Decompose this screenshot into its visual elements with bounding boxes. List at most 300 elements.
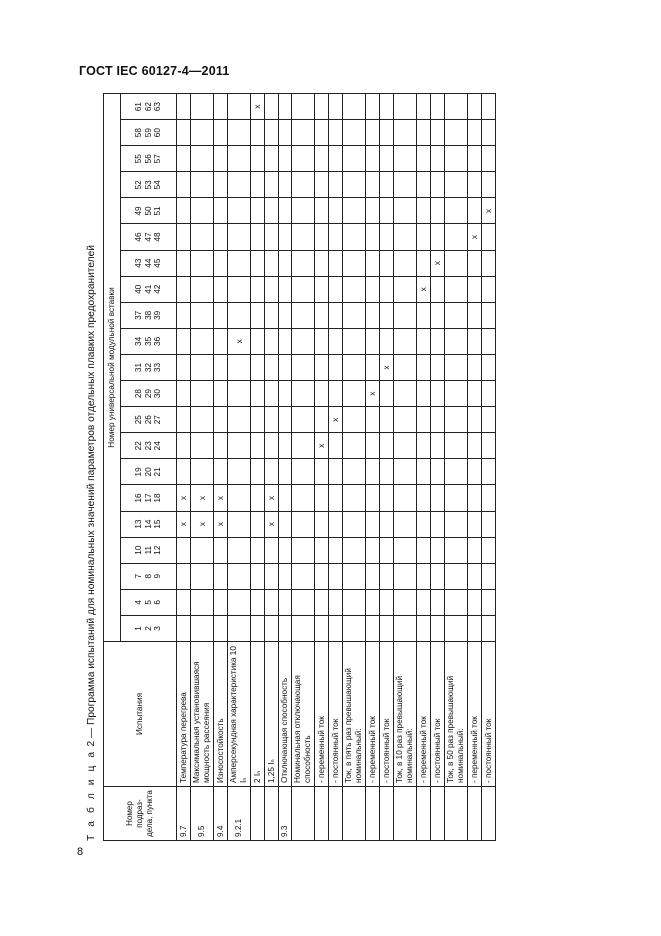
mark-cell [394, 615, 417, 641]
mark-cell [329, 120, 343, 146]
test-name-cell: - постоянный ток [431, 642, 445, 787]
insert-group-header: 37 38 39 [121, 302, 177, 328]
mark-cell [214, 276, 228, 302]
test-mark: x [196, 521, 207, 527]
mark-cell [228, 276, 251, 302]
mark-cell [380, 589, 394, 615]
mark-cell [265, 615, 279, 641]
mark-cell [214, 172, 228, 198]
mark-cell [265, 146, 279, 172]
mark-cell [177, 224, 191, 250]
section-number-cell [315, 787, 329, 841]
mark-cell [177, 120, 191, 146]
mark-cell [445, 615, 468, 641]
mark-cell [380, 120, 394, 146]
mark-cell [482, 407, 496, 433]
mark-cell [431, 485, 445, 511]
mark-cell [265, 537, 279, 563]
mark-cell [431, 276, 445, 302]
mark-cell [468, 94, 482, 120]
mark-cell [431, 120, 445, 146]
mark-cell [292, 146, 315, 172]
mark-cell [315, 407, 329, 433]
test-mark: x [233, 339, 244, 344]
mark-cell [265, 276, 279, 302]
mark-cell [482, 615, 496, 641]
mark-cell [292, 250, 315, 276]
mark-cell [394, 172, 417, 198]
mark-cell [417, 407, 431, 433]
mark-cell [191, 250, 214, 276]
mark-cell [177, 328, 191, 354]
mark-cell [265, 589, 279, 615]
mark-cell [343, 224, 366, 250]
mark-cell [315, 328, 329, 354]
mark-cell [292, 563, 315, 589]
table-row [251, 94, 265, 841]
test-name-cell: - переменный ток [417, 642, 431, 787]
mark-cell [251, 250, 265, 276]
mark-cell [279, 94, 292, 120]
mark-cell [343, 94, 366, 120]
insert-group-header: 49 50 51 [121, 198, 177, 224]
mark-cell [366, 354, 380, 380]
insert-group-header: 34 35 36 [121, 328, 177, 354]
mark-cell [329, 250, 343, 276]
test-mark: x [178, 521, 188, 527]
mark-cell [191, 511, 214, 537]
mark-cell [315, 433, 329, 459]
mark-cell [343, 120, 366, 146]
insert-group-header: 19 20 21 [121, 459, 177, 485]
table-row [394, 94, 417, 841]
mark-cell [468, 198, 482, 224]
mark-cell [315, 172, 329, 198]
mark-cell [177, 198, 191, 224]
section-number-cell: 9.2.1 [228, 787, 251, 841]
mark-cell [482, 381, 496, 407]
mark-cell [251, 302, 265, 328]
mark-cell [329, 433, 343, 459]
mark-cell [482, 589, 496, 615]
mark-cell [214, 433, 228, 459]
mark-cell [468, 433, 482, 459]
mark-cell [228, 94, 251, 120]
mark-cell [279, 146, 292, 172]
insert-group-header: 46 47 48 [121, 224, 177, 250]
mark-cell [292, 485, 315, 511]
mark-cell [191, 276, 214, 302]
test-name-cell: 1,25 Iₙ [265, 642, 279, 787]
mark-cell [482, 146, 496, 172]
mark-cell [292, 328, 315, 354]
insert-group-header: 4 5 6 [121, 589, 177, 615]
mark-cell [265, 302, 279, 328]
mark-cell [468, 146, 482, 172]
mark-cell [431, 615, 445, 641]
test-mark: x [196, 495, 207, 501]
mark-cell [445, 433, 468, 459]
section-number-cell: 9.3 [279, 787, 292, 841]
test-name-cell: - переменный ток [315, 642, 329, 787]
mark-cell [292, 354, 315, 380]
mark-cell [191, 433, 214, 459]
mark-cell [366, 459, 380, 485]
mark-cell [191, 172, 214, 198]
mark-cell [468, 224, 482, 250]
mark-cell [228, 589, 251, 615]
mark-cell [417, 563, 431, 589]
mark-cell [251, 146, 265, 172]
mark-cell [431, 563, 445, 589]
mark-cell [468, 172, 482, 198]
section-number-cell: 9.5 [191, 787, 214, 841]
mark-cell [292, 433, 315, 459]
mark-cell [279, 589, 292, 615]
test-name-cell: Ток, в 50 раз превышающий номинальный: [445, 642, 468, 787]
mark-cell [366, 198, 380, 224]
mark-cell [380, 537, 394, 563]
mark-cell [445, 302, 468, 328]
mark-cell [380, 485, 394, 511]
mark-cell [431, 381, 445, 407]
mark-cell [214, 485, 228, 511]
mark-cell [394, 198, 417, 224]
test-mark: x [418, 287, 428, 292]
mark-cell [343, 302, 366, 328]
test-program-table [103, 93, 496, 841]
mark-cell [315, 485, 329, 511]
mark-cell [191, 94, 214, 120]
mark-cell [329, 198, 343, 224]
mark-cell [380, 276, 394, 302]
mark-cell [380, 407, 394, 433]
mark-cell [292, 381, 315, 407]
mark-cell [468, 328, 482, 354]
mark-cell [394, 250, 417, 276]
mark-cell [482, 94, 496, 120]
test-mark: x [316, 443, 326, 448]
mark-cell [431, 433, 445, 459]
mark-cell [380, 381, 394, 407]
mark-cell [366, 433, 380, 459]
mark-cell [445, 120, 468, 146]
mark-cell [394, 224, 417, 250]
mark-cell [445, 276, 468, 302]
table-row [177, 94, 191, 841]
mark-cell [214, 224, 228, 250]
mark-cell [366, 250, 380, 276]
mark-cell [292, 537, 315, 563]
mark-cell [380, 511, 394, 537]
mark-cell [315, 537, 329, 563]
mark-cell [251, 94, 265, 120]
mark-cell [265, 172, 279, 198]
mark-cell [292, 198, 315, 224]
mark-cell [366, 172, 380, 198]
insert-group-header: 25 26 27 [121, 407, 177, 433]
mark-cell [251, 433, 265, 459]
mark-cell [228, 563, 251, 589]
section-number-cell [265, 787, 279, 841]
mark-cell [482, 328, 496, 354]
mark-cell [366, 537, 380, 563]
mark-cell [417, 433, 431, 459]
mark-cell [279, 433, 292, 459]
mark-cell [417, 146, 431, 172]
mark-cell [329, 537, 343, 563]
mark-cell [431, 328, 445, 354]
mark-cell [482, 198, 496, 224]
mark-cell [177, 537, 191, 563]
mark-cell [343, 433, 366, 459]
mark-cell [214, 563, 228, 589]
mark-cell [482, 563, 496, 589]
mark-cell [279, 198, 292, 224]
test-mark: x [266, 521, 276, 527]
mark-cell [191, 563, 214, 589]
mark-cell [292, 94, 315, 120]
section-number-cell [329, 787, 343, 841]
mark-cell [482, 302, 496, 328]
mark-cell [343, 198, 366, 224]
mark-cell [177, 94, 191, 120]
mark-cell [251, 563, 265, 589]
mark-cell [228, 511, 251, 537]
caption-title: 2 — Программа испытаний для номинальных значений параметров отдельных плавких предохранителей [86, 245, 97, 747]
insert-group-header: 1 2 3 [121, 615, 177, 641]
mark-cell [468, 354, 482, 380]
insert-group-header: 40 41 42 [121, 276, 177, 302]
mark-cell [279, 120, 292, 146]
mark-cell [380, 224, 394, 250]
mark-cell [265, 563, 279, 589]
mark-cell [366, 511, 380, 537]
test-name-cell: Ток, в 10 раз превышающий номинальный: [394, 642, 417, 787]
insert-group-header: 10 11 12 [121, 537, 177, 563]
mark-cell [445, 459, 468, 485]
test-mark: x [215, 495, 225, 501]
header-test: Испытания [104, 642, 177, 787]
mark-cell [394, 407, 417, 433]
mark-cell [279, 276, 292, 302]
mark-cell [394, 302, 417, 328]
mark-cell [431, 146, 445, 172]
mark-cell [468, 511, 482, 537]
mark-cell [417, 511, 431, 537]
insert-group-header: 58 59 60 [121, 120, 177, 146]
mark-cell [251, 172, 265, 198]
mark-cell [343, 146, 366, 172]
mark-cell [343, 381, 366, 407]
mark-cell [292, 615, 315, 641]
mark-cell [177, 433, 191, 459]
mark-cell [329, 615, 343, 641]
mark-cell [329, 485, 343, 511]
mark-cell [265, 224, 279, 250]
mark-cell [315, 94, 329, 120]
mark-cell [214, 381, 228, 407]
test-mark: x [330, 417, 340, 422]
mark-cell [343, 615, 366, 641]
mark-cell [482, 120, 496, 146]
mark-cell [394, 433, 417, 459]
test-name-cell: - постоянный ток [329, 642, 343, 787]
mark-cell [265, 354, 279, 380]
mark-cell [265, 485, 279, 511]
section-number-cell: 9.4 [214, 787, 228, 841]
mark-cell [468, 250, 482, 276]
table-row [265, 94, 279, 841]
test-name-cell: 2 Iₙ [251, 642, 265, 787]
mark-cell [251, 381, 265, 407]
mark-cell [468, 615, 482, 641]
test-name-cell: - постоянный ток [380, 642, 394, 787]
mark-cell [468, 563, 482, 589]
mark-cell [265, 198, 279, 224]
mark-cell [251, 120, 265, 146]
mark-cell [177, 407, 191, 433]
test-mark: x [432, 261, 442, 266]
mark-cell [329, 459, 343, 485]
mark-cell [343, 407, 366, 433]
mark-cell [468, 537, 482, 563]
mark-cell [177, 485, 191, 511]
mark-cell [380, 172, 394, 198]
mark-cell [292, 589, 315, 615]
section-number-cell [380, 787, 394, 841]
mark-cell [315, 589, 329, 615]
mark-cell [177, 615, 191, 641]
mark-cell [329, 224, 343, 250]
table-row [380, 94, 394, 841]
mark-cell [177, 302, 191, 328]
mark-cell [228, 407, 251, 433]
mark-cell [251, 407, 265, 433]
mark-cell [445, 250, 468, 276]
mark-cell [417, 302, 431, 328]
mark-cell [343, 328, 366, 354]
mark-cell [394, 381, 417, 407]
test-name-cell: Амперсекундная характеристика 10 Iₙ [228, 642, 251, 787]
mark-cell [315, 250, 329, 276]
mark-cell [343, 537, 366, 563]
mark-cell [366, 120, 380, 146]
header-section-number: Номер подраз-дела, пункта [104, 787, 177, 841]
mark-cell [366, 615, 380, 641]
mark-cell [329, 146, 343, 172]
mark-cell [366, 485, 380, 511]
mark-cell [265, 328, 279, 354]
mark-cell [431, 407, 445, 433]
mark-cell [445, 198, 468, 224]
mark-cell [191, 198, 214, 224]
section-number-cell [343, 787, 366, 841]
mark-cell [417, 120, 431, 146]
mark-cell [431, 94, 445, 120]
mark-cell [468, 276, 482, 302]
mark-cell [431, 198, 445, 224]
mark-cell [366, 381, 380, 407]
mark-cell [214, 354, 228, 380]
mark-cell [228, 198, 251, 224]
mark-cell [228, 485, 251, 511]
table-caption [83, 95, 101, 841]
mark-cell [468, 302, 482, 328]
mark-cell [251, 459, 265, 485]
mark-cell [191, 407, 214, 433]
mark-cell [329, 328, 343, 354]
mark-cell [315, 224, 329, 250]
mark-cell [482, 433, 496, 459]
mark-cell [343, 459, 366, 485]
mark-cell [445, 224, 468, 250]
mark-cell [417, 485, 431, 511]
mark-cell [445, 146, 468, 172]
mark-cell [177, 459, 191, 485]
mark-cell [191, 589, 214, 615]
mark-cell [315, 120, 329, 146]
mark-cell [329, 563, 343, 589]
mark-cell [482, 537, 496, 563]
mark-cell [329, 407, 343, 433]
mark-cell [468, 589, 482, 615]
mark-cell [394, 94, 417, 120]
mark-cell [292, 224, 315, 250]
insert-group-header: 7 8 9 [121, 563, 177, 589]
mark-cell [431, 537, 445, 563]
mark-cell [445, 485, 468, 511]
section-number-cell [394, 787, 417, 841]
insert-group-header: 43 44 45 [121, 250, 177, 276]
mark-cell [445, 381, 468, 407]
mark-cell [380, 198, 394, 224]
mark-cell [329, 172, 343, 198]
mark-cell [468, 381, 482, 407]
test-mark: x [381, 365, 391, 370]
mark-cell [417, 94, 431, 120]
mark-cell [177, 381, 191, 407]
mark-cell [315, 563, 329, 589]
mark-cell [214, 511, 228, 537]
table-row [482, 94, 496, 841]
table-row [315, 94, 329, 841]
header-insert-numbers: Номер универсальной модульной вставки [104, 94, 121, 642]
mark-cell [329, 381, 343, 407]
mark-cell [228, 381, 251, 407]
test-name-cell: Отключающая способность [279, 642, 292, 787]
section-number-cell [417, 787, 431, 841]
mark-cell [343, 250, 366, 276]
mark-cell [343, 276, 366, 302]
mark-cell [251, 485, 265, 511]
mark-cell [177, 172, 191, 198]
insert-group-header: 16 17 18 [121, 485, 177, 511]
test-name-cell: Износостойкость [214, 642, 228, 787]
test-mark: x [215, 521, 225, 527]
mark-cell [482, 250, 496, 276]
mark-cell [366, 276, 380, 302]
mark-cell [228, 172, 251, 198]
mark-cell [482, 172, 496, 198]
mark-cell [394, 485, 417, 511]
mark-cell [279, 250, 292, 276]
table-row [445, 94, 468, 841]
mark-cell [228, 224, 251, 250]
table-row [292, 94, 315, 841]
mark-cell [380, 302, 394, 328]
mark-cell [251, 615, 265, 641]
